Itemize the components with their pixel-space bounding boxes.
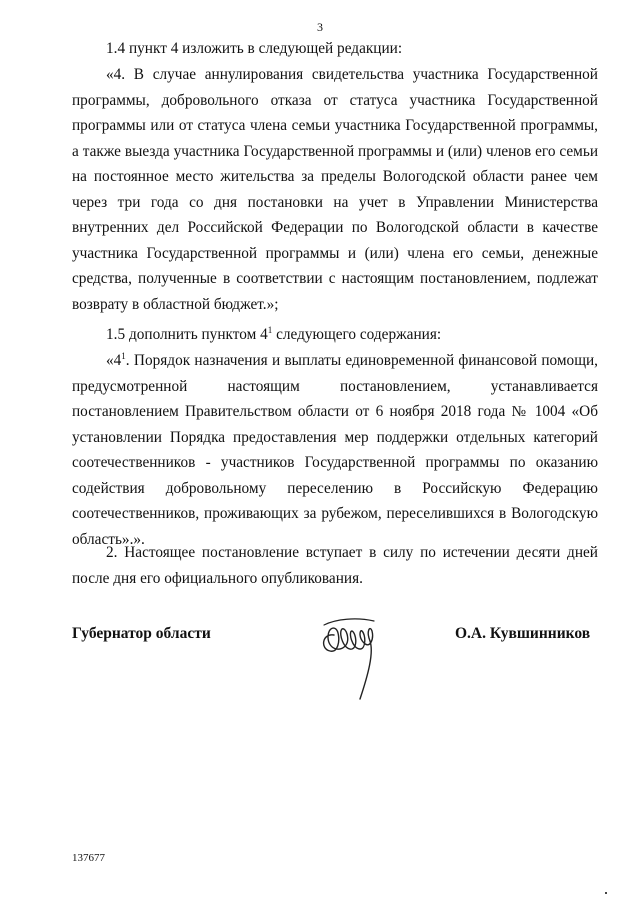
paragraph-1-4: 1.4 пункт 4 изложить в следующей редакции: xyxy=(106,40,403,57)
paragraph-point-4-1-text xyxy=(72,348,598,552)
scan-mark xyxy=(605,892,607,894)
document-code: 137677 xyxy=(72,852,105,864)
paragraph-point-4-text: «4. В случае аннулирования свидетельства участника Государственной программы, добровольного отказа от статуса участника Государственной программы или от статуса члена семьи участника Государственной программы, а также выезда участника Государственной программы и (или) членов его семьи на постоянное место жительства за пределы Вологодской области ранее чем через три года со дня постановки на учет в Управлении Министерства внутренних дел Российской Федерации по Вологодской области в качестве участника Государственной программы и (или) члена его семьи, денежные средства, полученные в соответствии с настоящим постановлением, подлежат возврату в областной бюджет.»; xyxy=(72,66,598,313)
page-number: 3 xyxy=(317,20,323,34)
superscript: 1 xyxy=(267,325,273,335)
paragraph-1-5-text: 1.5 дополнить пунктом 4 xyxy=(106,326,268,343)
superscript: 1 xyxy=(121,351,126,361)
signatory-name: О.А. Кувшинников xyxy=(455,625,591,642)
paragraph-4-1-start: «4 xyxy=(106,352,122,369)
signatory-title: Губернатор области xyxy=(72,625,211,642)
paragraph-2: 2. Настоящее постановление вступает в силу по истечении десяти дней после дня его официального опубликования. xyxy=(72,544,598,587)
paragraph-1-5 xyxy=(72,322,598,348)
paragraph-1-5-text-end: следующего содержания: xyxy=(272,326,442,343)
paragraph-4-1-body: . Порядок назначения и выплаты единовременной финансовой помощи, предусмотренной настоящим постановлением, устанавливается постановлением Правительством области от 6 ноября 2018 года № 1004 «Об установлении Порядка предоставления мер поддержки отдельных категорий соотечественников - участников Государственной программы по оказанию содействия добровольному переселению в Российскую Федерацию соотечественников, проживающих за рубежом, переселившихся в Вологодскую область».». xyxy=(72,352,598,548)
handwritten-signature xyxy=(316,605,386,705)
